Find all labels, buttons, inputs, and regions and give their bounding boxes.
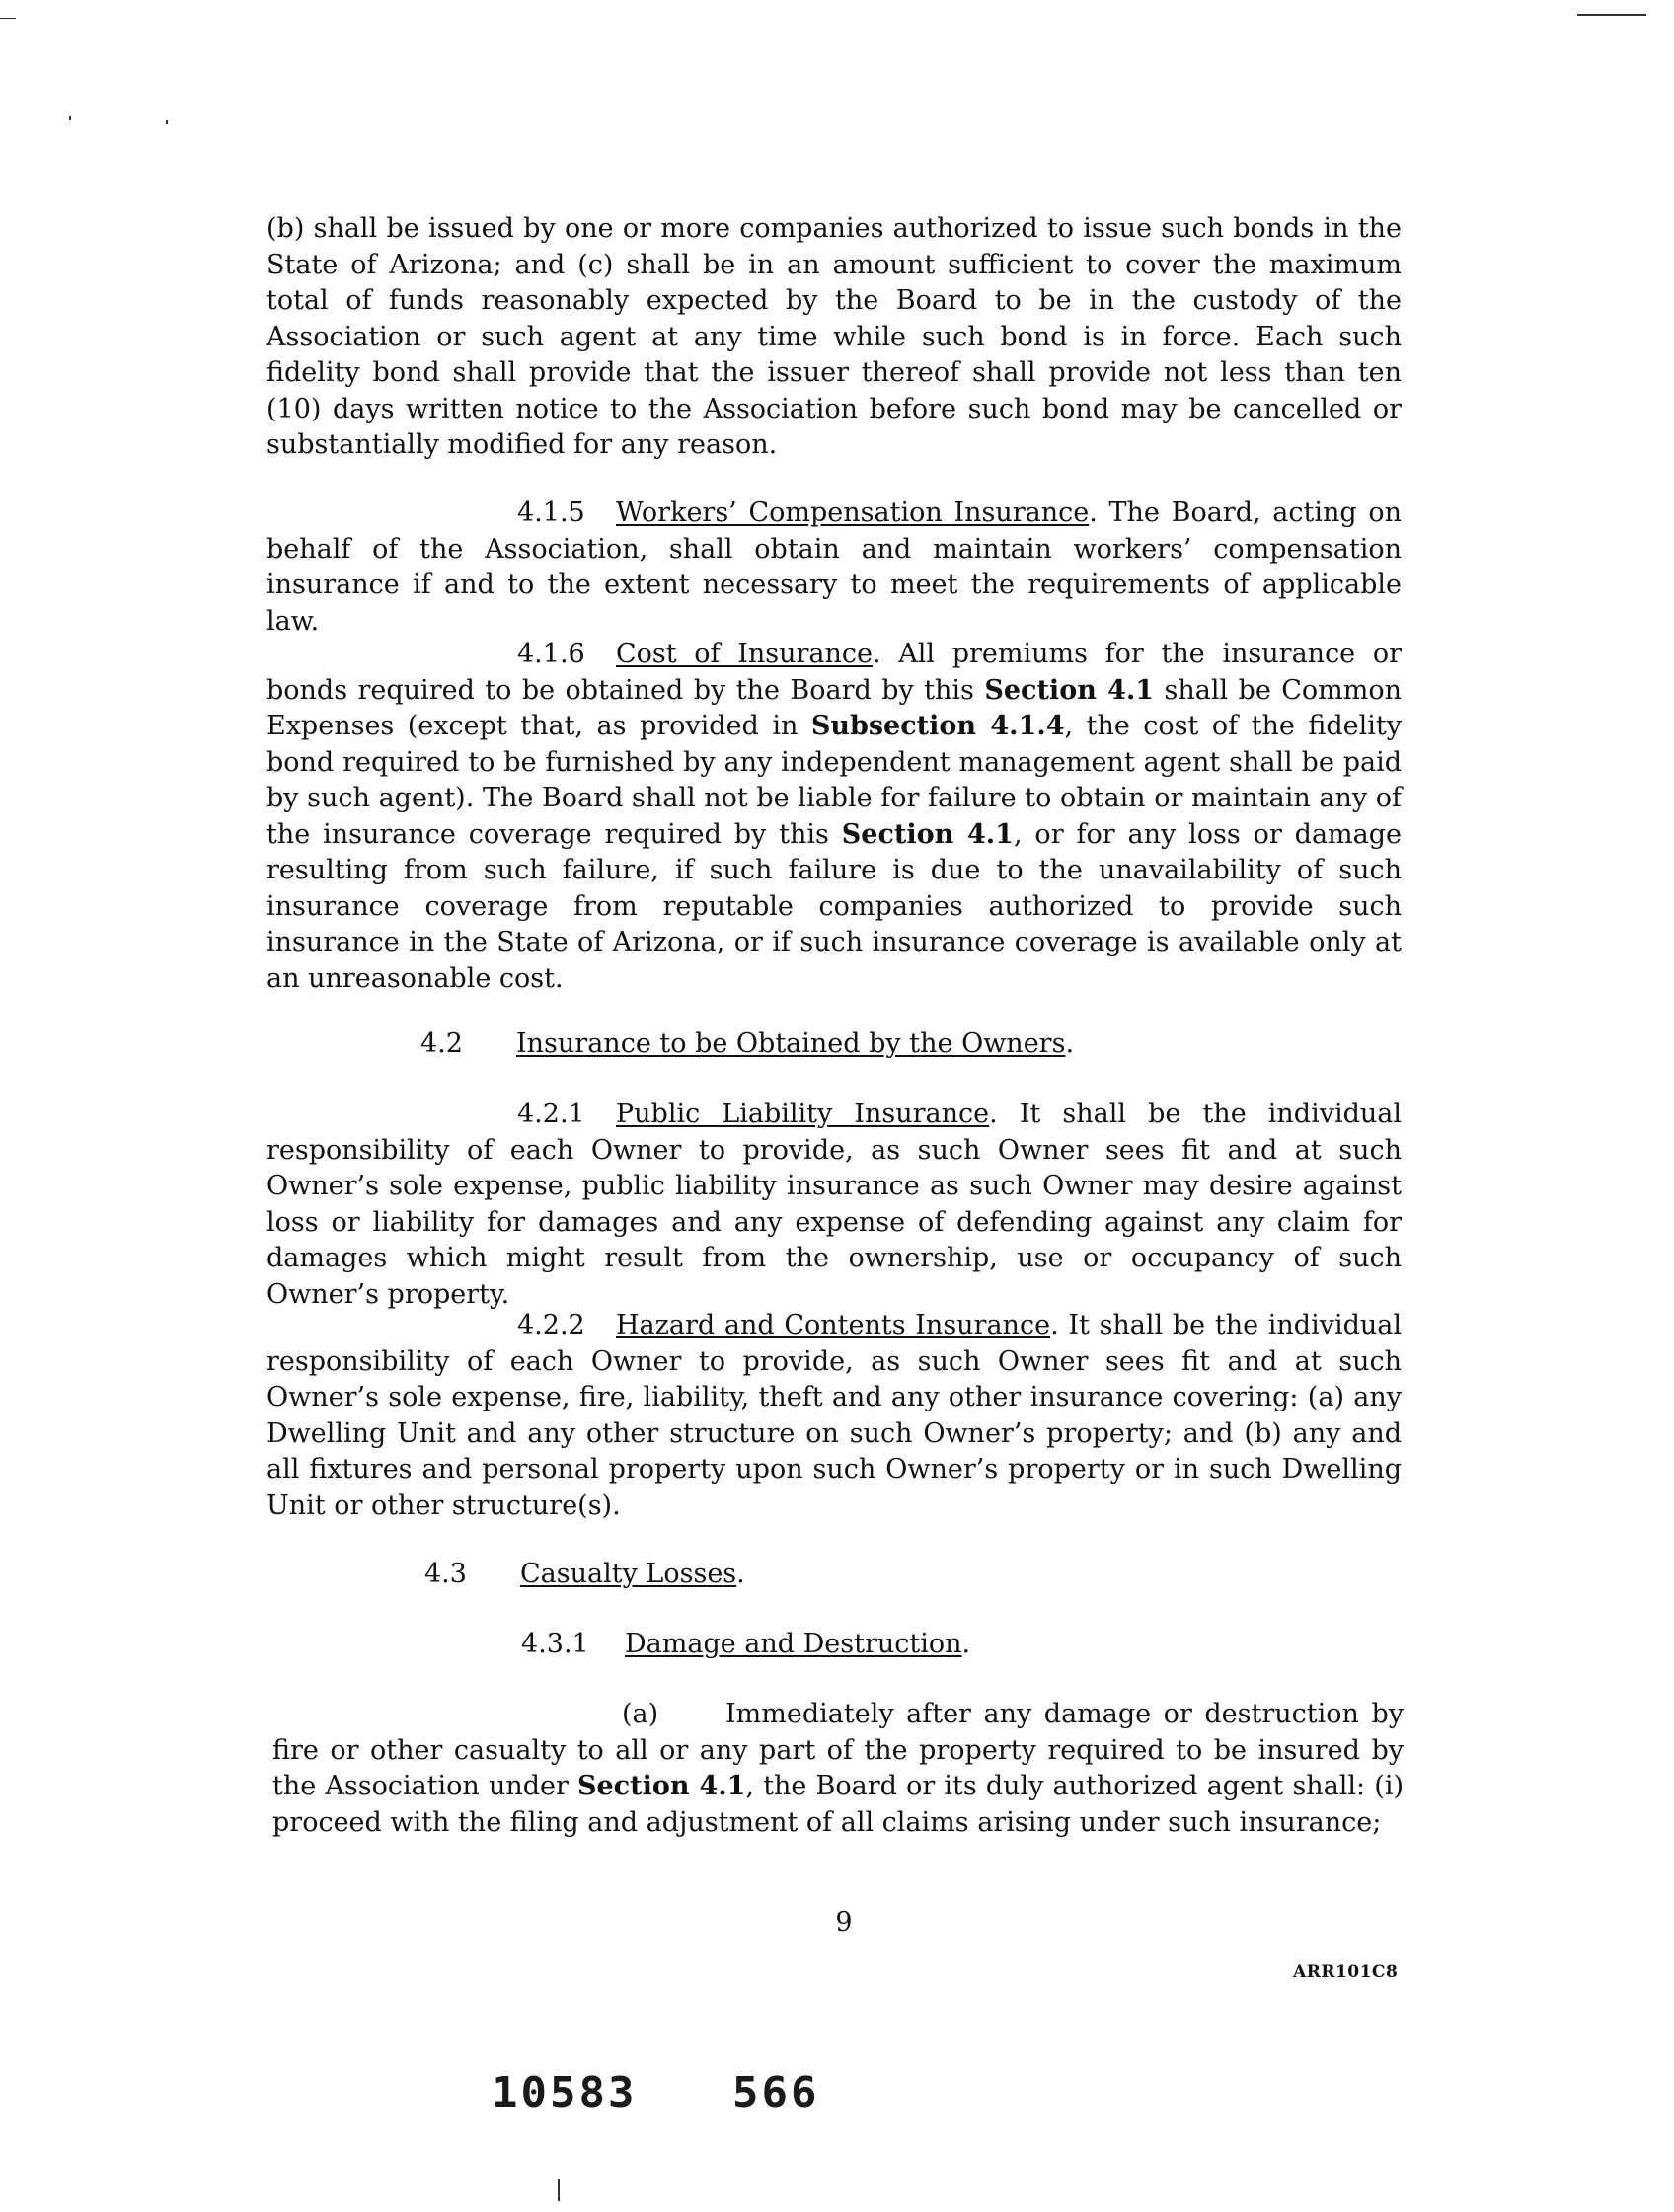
item-body-part-1: Immediately after any damage or destruction by fire or other casualty to all or any part of the property required to be insured by the Association under xyxy=(272,1699,1404,1801)
section-body-part-2: shall be Common Expenses (except that, as provided in xyxy=(266,674,1403,741)
scan-mark-dot-2 xyxy=(166,120,168,124)
section-4-1-6 xyxy=(266,637,1402,997)
section-reference: Section 4.1 xyxy=(841,818,1014,850)
section-title: Damage and Destruction xyxy=(625,1629,962,1659)
section-title: Cost of Insurance xyxy=(616,639,874,669)
intro-paragraph: (b) shall be issued by one or more companies authorized to issue such bonds in the State of Arizona; and (c) shall be in an amount sufficient to cover the maximum total of funds reasonably expected by the Board to be in the custody of the Association or such agent at any time while such bond is in force. Each such fidelity bond shall provide that the issuer thereof shall provide not less than ten (10) days written notice to the Association before such bond may be cancelled or substantially modified for any reason. xyxy=(266,213,1402,460)
subsection-reference: Subsection 4.1.4 xyxy=(810,711,1065,741)
section-number: 4.2 xyxy=(420,1029,463,1059)
section-4-3-1-heading xyxy=(521,1627,970,1662)
recording-book-number: 10583 xyxy=(492,2068,638,2118)
section-number: 4.1.6 xyxy=(517,639,585,669)
section-4-2-2 xyxy=(266,1308,1402,1524)
section-4-2-1 xyxy=(266,1097,1402,1313)
section-4-2-heading xyxy=(420,1027,1074,1062)
section-body: . It shall be the individual responsibility of each Owner to provide, as such Owner sees fit and at such Owner’s sole expense, fire, liability, theft and any other insurance covering: (a) any Dwelling Unit and any other structure on such Owner’s property; and (b) any and all fixtures and personal property upon such Owner’s property or in such Dwelling Unit or other structure(s). xyxy=(266,1310,1402,1521)
section-title: Casualty Losses xyxy=(520,1559,737,1589)
section-title: Insurance to be Obtained by the Owners xyxy=(516,1029,1066,1059)
intro-paragraph-block xyxy=(266,211,1402,464)
scan-mark-bottom xyxy=(558,2179,560,2201)
section-reference: Section 4.1 xyxy=(577,1771,746,1801)
heading-punctuation: . xyxy=(1065,1029,1075,1059)
section-title: Public Liability Insurance xyxy=(616,1099,990,1129)
item-label: (a) xyxy=(622,1699,659,1729)
section-number: 4.1.5 xyxy=(517,497,585,528)
recording-page-number: 566 xyxy=(732,2068,820,2118)
heading-punctuation: . xyxy=(961,1629,971,1659)
section-number: 4.2.1 xyxy=(517,1099,585,1129)
section-title: Workers’ Compensation Insurance xyxy=(616,497,1090,528)
section-reference: Section 4.1 xyxy=(984,674,1155,706)
item-body-part-2: , the Board or its duly authorized agent shall: (i) proceed with the filing and adjustment of all claims arising under such insurance; xyxy=(272,1771,1405,1838)
section-4-3-heading xyxy=(424,1557,745,1592)
scan-mark-top-right xyxy=(1577,14,1646,16)
section-number: 4.3.1 xyxy=(521,1629,589,1659)
scan-mark-dot-1 xyxy=(69,116,71,120)
section-body: . It shall be the individual responsibility of each Owner to provide, as such Owner sees fit and at such Owner’s sole expense, public liability insurance as such Owner may desire against loss or liability for damages and any expense of defending against any claim for damages which might result from the ownership, use or occupancy of such Owner’s property. xyxy=(266,1099,1402,1310)
document-code: ARR101C8 xyxy=(1293,1962,1399,1982)
section-number: 4.2.2 xyxy=(517,1310,585,1340)
section-title: Hazard and Contents Insurance xyxy=(616,1310,1051,1340)
section-body-part-3: , the cost of the fidelity bond required to be furnished by any independent management agent shall be paid by such agent). The Board shall not be liable for failure to obtain or maintain any of the insurance coverage required by this xyxy=(266,711,1402,850)
section-body-part-4: , or for any loss or damage resulting from such failure, if such failure is due to the unavailability of such insurance coverage from reputable companies authorized to provide such insurance in the State of Arizona, or if such insurance coverage is available only at an unreasonable cost. xyxy=(266,818,1403,994)
section-4-3-1-a xyxy=(272,1697,1404,1841)
scan-mark-top-left xyxy=(0,18,16,19)
heading-punctuation: . xyxy=(736,1559,745,1589)
page-number: 9 xyxy=(835,1907,853,1938)
section-body: . The Board, acting on behalf of the Association, shall obtain and maintain workers’ compensation insurance if and to the extent necessary to meet the requirements of applicable law. xyxy=(266,497,1403,637)
section-body-part-1: . All premiums for the insurance or bonds required to be obtained by the Board by this xyxy=(266,639,1403,706)
section-4-1-5 xyxy=(266,496,1402,640)
section-number: 4.3 xyxy=(424,1559,467,1589)
